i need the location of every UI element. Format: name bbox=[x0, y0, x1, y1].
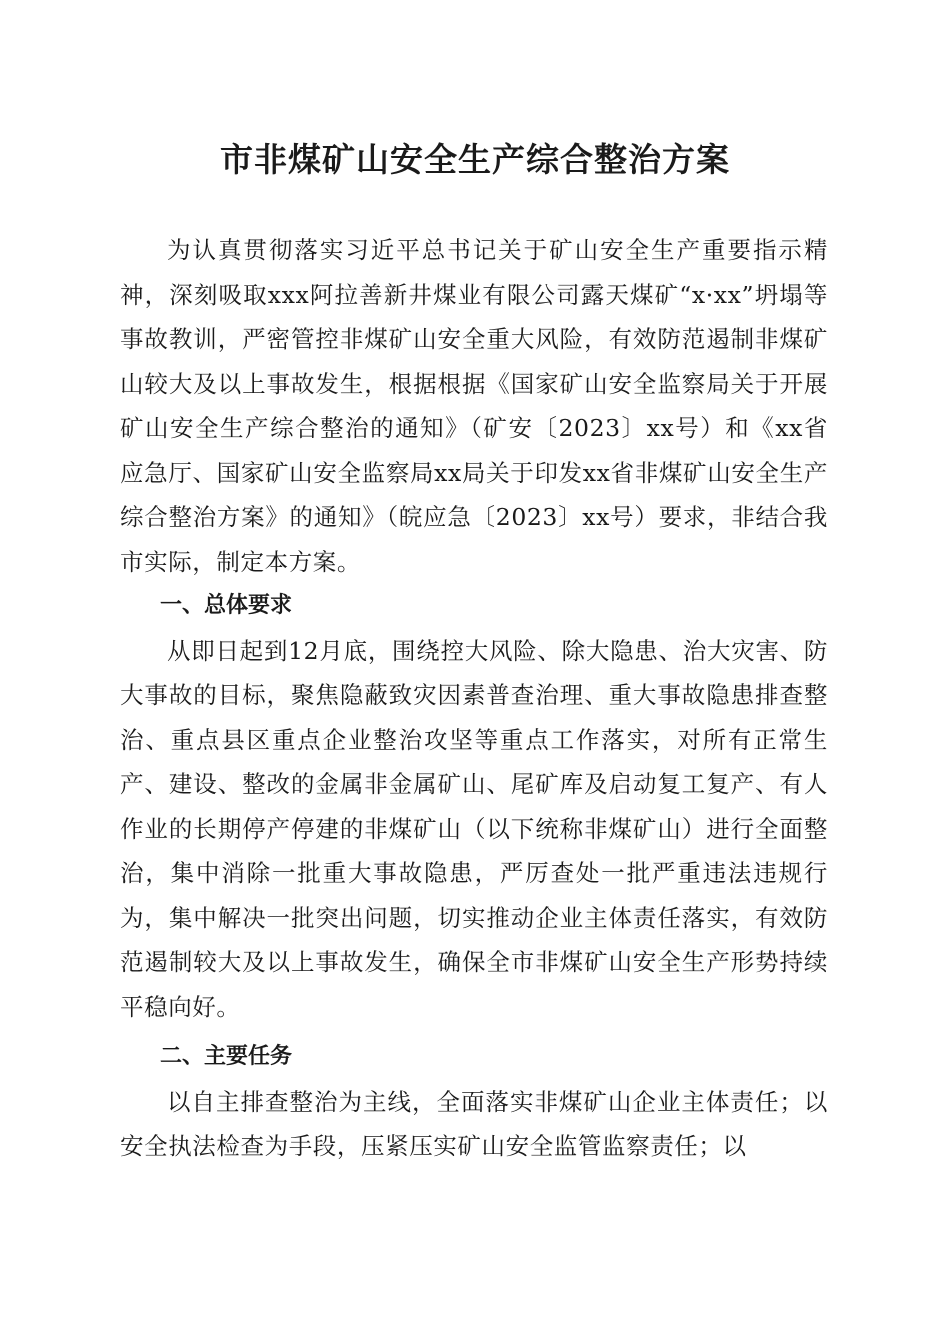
section-1-heading: 一、总体要求 bbox=[160, 593, 293, 618]
document-title: 市非煤矿山安全生产综合整治方案 bbox=[220, 140, 730, 179]
intro-paragraph: 为认真贯彻落实习近平总书记关于矿山安全生产重要指示精神，深刻吸取xxx阿拉善新井煤业有限公司露天煤矿“x·xx”坍塌等事故教训，严密管控非煤矿山安全重大风险，有效防范遏制非煤矿山较大及以上事故发生，根据根据《国家矿山安全监察局关于开展矿山安全生产综合整治的通知》（矿安〔2023〕xx号）和《xx省应急厅、国家矿山安全监察局xx局关于印发xx省非煤矿山安全生产综合整治方案》的通知》（皖应急〔2023〕xx号）要求，非结合我市实际，制定本方案。 bbox=[120, 236, 828, 576]
section-1-paragraph: 从即日起到12月底，围绕控大风险、除大隐患、治大灾害、防大事故的目标，聚焦隐蔽致灾因素普查治理、重大事故隐患排查整治、重点县区重点企业整治攻坚等重点工作落实，对所有正常生产、建设、整改的金属非金属矿山、尾矿库及启动复工复产、有人作业的长期停产停建的非煤矿山（以下统称非煤矿山）进行全面整治，集中消除一批重大事故隐患，严厉查处一批严重违法违规行为，集中解决一批突出问题，切实推动企业主体责任落实，有效防范遏制较大及以上事故发生，确保全市非煤矿山安全生产形势持续平稳向好。 bbox=[120, 636, 828, 1021]
section-2-heading: 二、主要任务 bbox=[160, 1044, 293, 1069]
document-body bbox=[120, 228, 828, 1169]
section-2-paragraph: 以自主排查整治为主线，全面落实非煤矿山企业主体责任；以安全执法检查为手段，压紧压实矿山安全监管监察责任；以 bbox=[120, 1087, 828, 1160]
